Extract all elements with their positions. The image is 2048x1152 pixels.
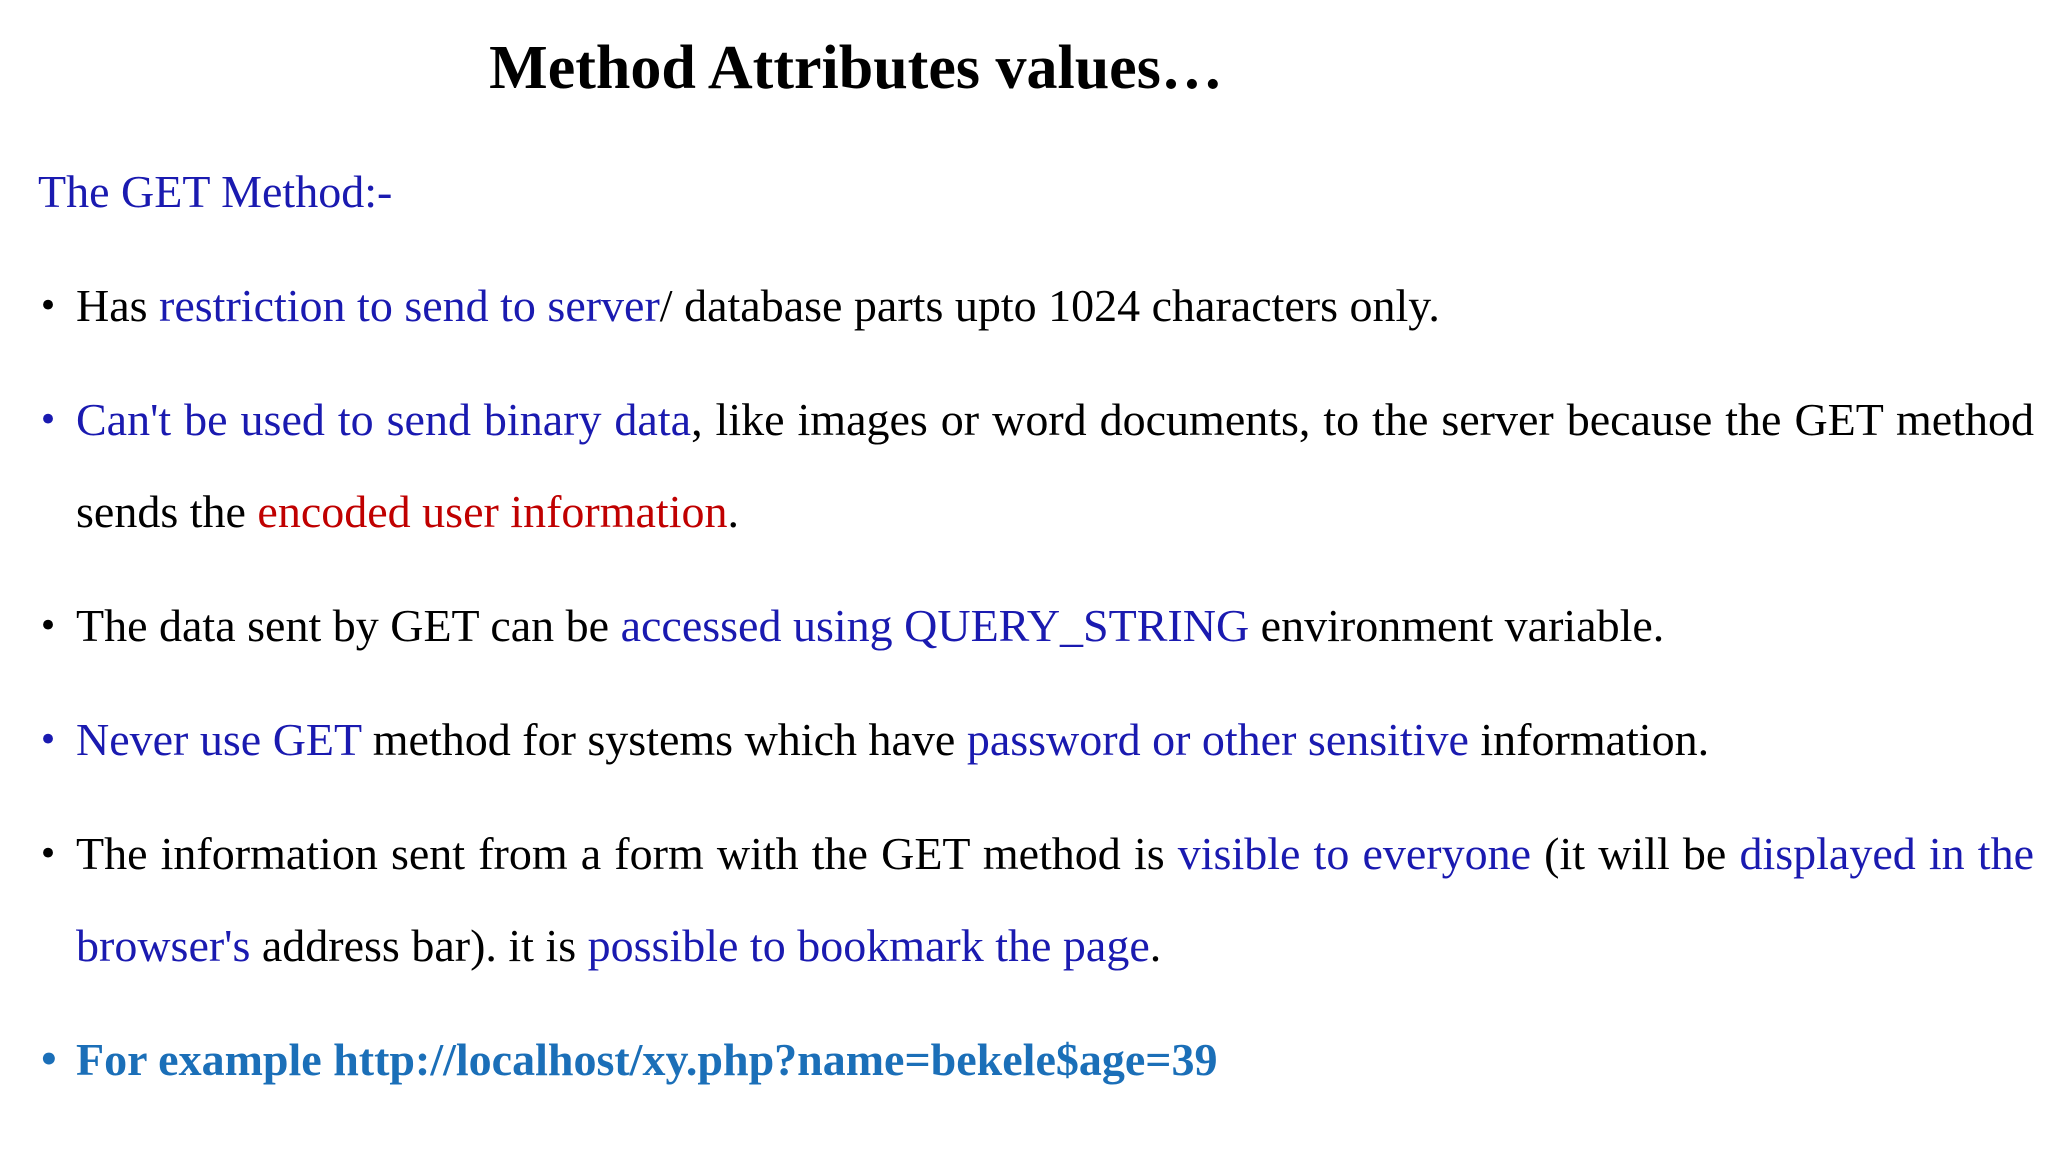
text-segment: Has: [76, 280, 160, 331]
example-url-text: For example http://localhost/xy.php?name=bekele$age=39: [76, 1034, 1218, 1085]
highlight-segment: password or other sensitive: [966, 714, 1469, 765]
bullet-item-binary-data: [38, 374, 2035, 558]
highlight-segment: Can't be used to send binary data: [76, 394, 692, 445]
text-segment: address bar). it is: [250, 920, 588, 971]
highlight-segment: displayed in the browser's: [76, 828, 2034, 971]
text-segment: environment variable.: [1249, 600, 1665, 651]
bullet-dot-icon: •: [38, 400, 59, 440]
bullet-dot-icon: •: [38, 1040, 60, 1080]
text-segment: / database parts upto 1024 characters only.: [659, 280, 1440, 331]
bullet-item-example-url: [38, 1014, 2034, 1106]
section-heading: The GET Method:-: [38, 166, 393, 217]
bullet-text: [76, 828, 2034, 971]
highlight-segment: encoded user information: [257, 486, 728, 537]
text-segment: , like images or word documents, to the server because the GET method sends the: [76, 394, 2035, 537]
bullet-item-get-restriction: [38, 260, 2034, 352]
bullet-text: [76, 394, 2034, 537]
text-segment: method for systems which have: [361, 714, 967, 765]
text-segment: .: [727, 486, 739, 537]
highlight-segment: accessed using QUERY_STRING: [620, 600, 1250, 651]
bullet-text: [76, 280, 1440, 331]
bullet-item-visible-to-everyone: [38, 808, 2034, 992]
highlight-segment: restriction to send to server: [159, 280, 660, 331]
bullet-dot-icon: •: [38, 834, 59, 874]
bullet-dot-icon: •: [38, 286, 59, 326]
text-segment: .: [1149, 920, 1162, 971]
text-segment: The information sent from a form with the GET method is: [76, 828, 1178, 879]
text-segment: The data sent by GET can be: [76, 600, 621, 651]
slide-title: Method Attributes values…: [489, 34, 1223, 102]
text-segment: (it will be: [1531, 828, 1740, 879]
bullet-item-query-string: [38, 580, 2034, 672]
bullet-text: [76, 714, 1709, 765]
bullet-text: [76, 600, 1664, 651]
bullet-item-never-use-get: [38, 694, 2034, 786]
text-segment: information.: [1468, 714, 1710, 765]
highlight-segment: visible to everyone: [1177, 828, 1532, 879]
highlight-segment: possible to bookmark the page: [587, 920, 1150, 971]
bullet-dot-icon: •: [38, 606, 59, 646]
highlight-segment: Never use GET: [76, 714, 362, 765]
bullet-dot-icon: •: [38, 720, 59, 760]
